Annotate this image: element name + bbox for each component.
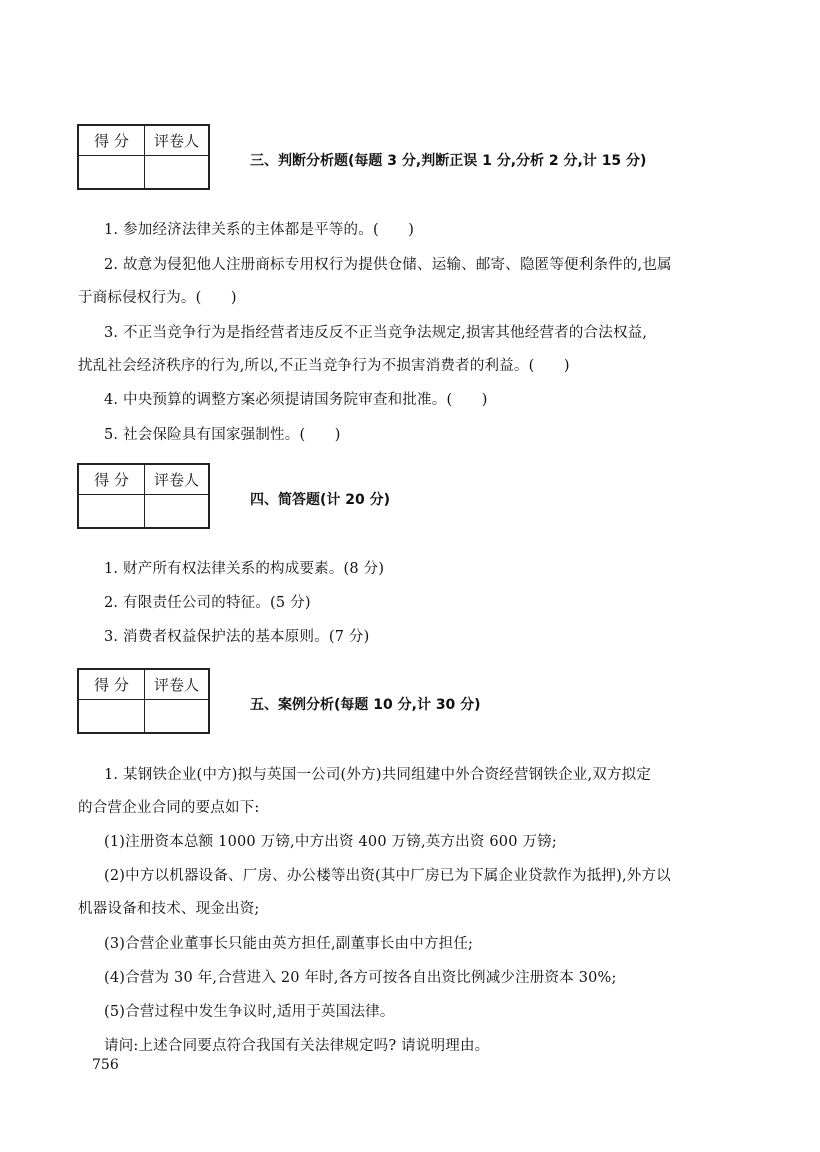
score-box-section5 xyxy=(77,668,210,734)
section4-heading: 四、简答题(计 20 分) xyxy=(250,492,391,508)
section5-line: 1. 某钢铁企业(中方)拟与英国一公司(外方)共同组建中外合资经营钢铁企业,双方拟定 xyxy=(104,767,652,783)
section3-line: 4. 中央预算的调整方案必须提请国务院审查和批准。( ) xyxy=(104,392,488,408)
page-number: 756 xyxy=(92,1057,119,1073)
section4-line: 3. 消费者权益保护法的基本原则。(7 分) xyxy=(104,629,370,645)
section5-line: (4)合营为 30 年,合营进入 20 年时,各方可按各自出资比例减少注册资本 30%; xyxy=(104,970,617,986)
section5-line: (1)注册资本总额 1000 万镑,中方出资 400 万镑,英方出资 600 万镑; xyxy=(104,834,557,850)
score-label: 得 分 xyxy=(79,670,145,700)
grader-label: 评卷人 xyxy=(145,670,208,700)
section4-line: 2. 有限责任公司的特征。(5 分) xyxy=(104,595,311,611)
section3-heading: 三、判断分析题(每题 3 分,判断正误 1 分,分析 2 分,计 15 分) xyxy=(250,153,647,169)
section5-line: 请问:上述合同要点符合我国有关法律规定吗? 请说明理由。 xyxy=(104,1038,490,1054)
section3-line: 1. 参加经济法律关系的主体都是平等的。( ) xyxy=(104,222,415,238)
section3-line: 3. 不正当竞争行为是指经营者违反反不正当竞争法规定,损害其他经营者的合法权益, xyxy=(104,325,648,341)
section3-line: 2. 故意为侵犯他人注册商标专用权行为提供仓储、运输、邮寄、隐匿等便利条件的,也属 xyxy=(104,257,672,273)
section5-heading: 五、案例分析(每题 10 分,计 30 分) xyxy=(250,697,481,713)
score-box-section4 xyxy=(77,463,210,529)
score-label: 得 分 xyxy=(79,465,145,495)
section4-line: 1. 财产所有权法律关系的构成要素。(8 分) xyxy=(104,561,385,577)
grader-cell xyxy=(145,700,208,732)
grader-label: 评卷人 xyxy=(145,126,208,156)
score-cell xyxy=(79,700,145,732)
section5-line: (2)中方以机器设备、厂房、办公楼等出资(其中厂房已为下属企业贷款作为抵押),外方以 xyxy=(104,868,671,884)
section3-line: 扰乱社会经济秩序的行为,所以,不正当竞争行为不损害消费者的利益。( ) xyxy=(78,358,570,374)
score-label: 得 分 xyxy=(79,126,145,156)
section3-line: 5. 社会保险具有国家强制性。( ) xyxy=(104,427,341,443)
grader-cell xyxy=(145,156,208,188)
score-cell xyxy=(79,156,145,188)
section5-line: (3)合营企业董事长只能由英方担任,副董事长由中方担任; xyxy=(104,936,474,952)
section5-line: (5)合营过程中发生争议时,适用于英国法律。 xyxy=(104,1004,395,1020)
section5-line: 的合营企业合同的要点如下: xyxy=(78,800,260,816)
section5-line: 机器设备和技术、现金出资; xyxy=(78,901,260,917)
score-box-section3 xyxy=(77,124,210,190)
grader-cell xyxy=(145,495,208,527)
section3-line: 于商标侵权行为。( ) xyxy=(78,290,237,306)
grader-label: 评卷人 xyxy=(145,465,208,495)
score-cell xyxy=(79,495,145,527)
